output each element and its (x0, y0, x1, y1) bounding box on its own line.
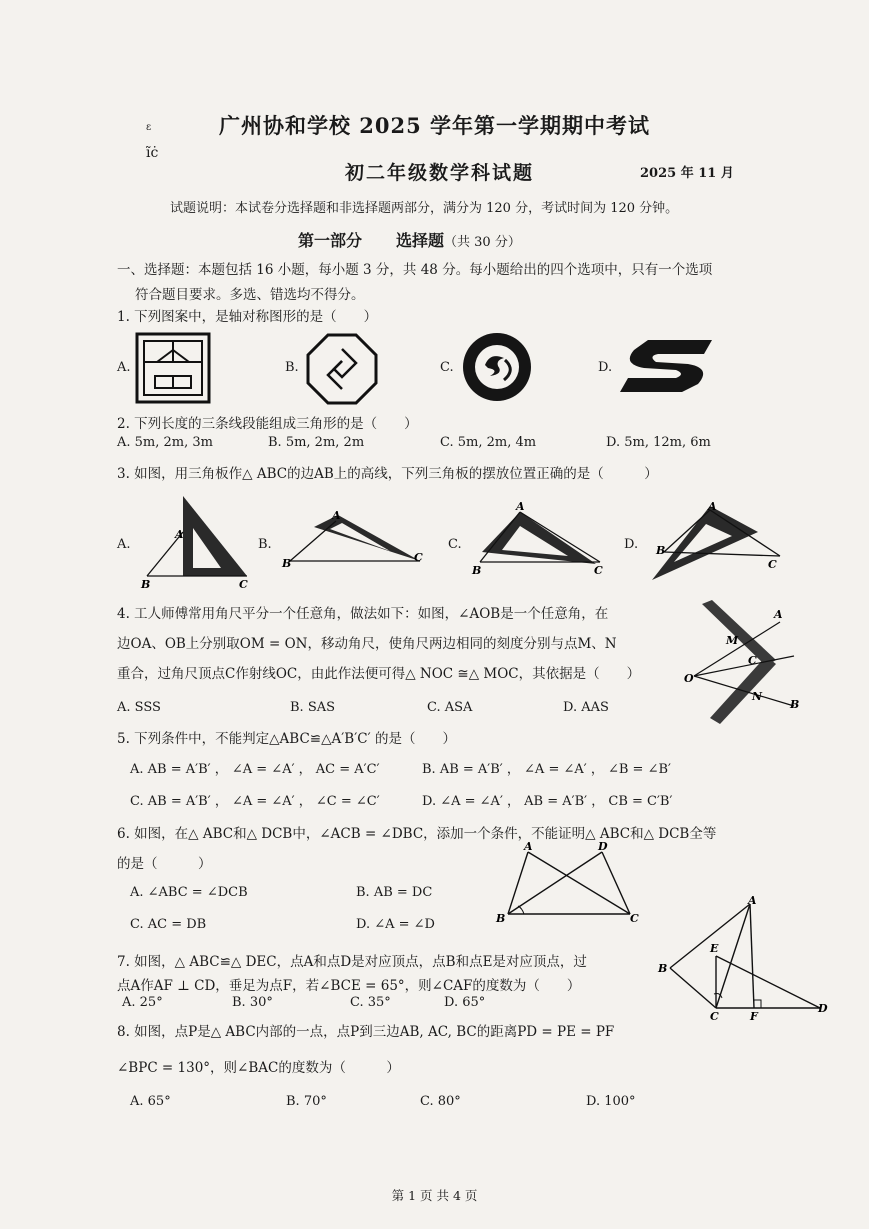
q3-figure-c (470, 500, 610, 578)
q4-label-o: O (684, 672, 694, 685)
q4-stem-line3: 重合，过角尺顶点C作射线OC，由此作法便可得△ NOC ≅△ MOC，其依据是（ ） (117, 666, 641, 682)
q5-option-c: C. AB = A′B′ ， ∠A = ∠A′ ， ∠C = ∠C′ (130, 794, 380, 809)
q3c-label-b: B (472, 564, 482, 577)
q6-label-c: C (630, 912, 639, 925)
q2-stem: 2. 下列长度的三条线段能组成三角形的是（ ） (117, 416, 418, 432)
q6-option-b: B. AB = DC (356, 885, 433, 900)
q6-label-a: A (524, 840, 533, 853)
q7-label-c: C (710, 1010, 719, 1023)
q8-stem-line1: 8. 如图，点P是△ ABC内部的一点，点P到三边AB, AC, BC的距离PD = PE = PF (117, 1024, 615, 1040)
q6-option-a: A. ∠ABC = ∠DCB (130, 885, 248, 900)
q3-stem: 3. 如图，用三角板作△ ABC的边AB上的高线，下列三角板的摆放位置正确的是（ ） (117, 466, 658, 482)
q8-option-d: D. 100° (586, 1094, 636, 1109)
q6-stem-line1: 6. 如图，在△ ABC和△ DCB中，∠ACB = ∠DBC，添加一个条件，不能证明△ ABC和△ DCB全等 (117, 826, 717, 842)
q8-option-c: C. 80° (420, 1094, 461, 1109)
q8-stem-line2: ∠BPC = 130°，则∠BAC的度数为（ ） (117, 1060, 400, 1076)
q6-label-d: D (598, 840, 608, 853)
part-heading (298, 228, 521, 251)
q3a-label-c: C (239, 578, 248, 591)
q4-label-n: N (752, 690, 763, 703)
q3d-label-a: A (708, 500, 717, 513)
q7-label-d: D (818, 1002, 828, 1015)
margin-mark: ı̃ċ (146, 145, 159, 161)
q3-option-b: B. (258, 537, 272, 552)
q3d-label-b: B (656, 544, 666, 557)
q2-option-a: A. 5m, 2m, 3m (117, 435, 213, 450)
q4-option-c: C. ASA (427, 700, 473, 715)
part-type: 选择题 (396, 231, 445, 250)
q3-option-a: A. (117, 537, 131, 552)
q7-label-b: B (658, 962, 668, 975)
q7-label-f: F (750, 1010, 758, 1023)
q1-figure-a (135, 332, 211, 404)
q3d-label-c: C (768, 558, 777, 571)
q3-figure-b (280, 505, 430, 575)
q2-option-c: C. 5m, 2m, 4m (440, 435, 537, 450)
q8-option-a: A. 65° (130, 1094, 171, 1109)
q4-stem-line2: 边OA、OB上分别取OM = ON，移动角尺，使角尺两边相同的刻度分别与点M、N (117, 636, 617, 652)
q4-option-d: D. AAS (563, 700, 609, 715)
q1-option-d: D. (598, 360, 613, 375)
q3b-label-c: C (414, 551, 423, 564)
q1-option-a: A. (117, 360, 131, 375)
q7-option-d: D. 65° (444, 995, 486, 1010)
q3b-label-b: B (282, 557, 292, 570)
section-instructions: 一、选择题：本题包括 16 小题，每小题 3 分，共 48 分。每小题给出的四个选项中，只有一个选项 (117, 262, 713, 278)
q4-figure (682, 598, 812, 728)
section-instructions-cont: 符合题目要求。多选、错选均不得分。 (135, 287, 365, 303)
part-name: 第一部分 (298, 231, 363, 250)
q3a-label-a: A (175, 528, 184, 541)
q7-stem-line2: 点A作AF ⊥ CD，垂足为点F，若∠BCE = 65°，则∠CAF的度数为（ ） (117, 978, 581, 994)
q1-figure-b (306, 333, 378, 405)
q2-option-b: B. 5m, 2m, 2m (268, 435, 365, 450)
q7-label-e: E (710, 942, 719, 955)
part-points: （共 30 分） (444, 235, 521, 250)
q5-option-a: A. AB = A′B′ ， ∠A = ∠A′ ， AC = A′C′ (130, 762, 380, 777)
q4-label-b: B (790, 698, 800, 711)
q4-stem-line1: 4. 工人师傅常用角尺平分一个任意角，做法如下：如图，∠AOB是一个任意角，在 (117, 606, 609, 622)
exam-note: 试题说明：本试卷分选择题和非选择题两部分，满分为 120 分，考试时间为 120 分钟。 (170, 201, 679, 216)
q7-figure (656, 894, 832, 1024)
q7-option-b: B. 30° (232, 995, 273, 1010)
q1-stem: 1. 下列图案中，是轴对称图形的是（ ） (117, 309, 378, 325)
q6-option-c: C. AC = DB (130, 917, 207, 932)
q2-option-d: D. 5m, 12m, 6m (606, 435, 711, 450)
q3-figure-d (648, 500, 788, 580)
exam-subtitle: 初二年级数学科试题 (345, 162, 535, 184)
q5-stem: 5. 下列条件中，不能判定△ABC≌△A′B′C′ 的是（ ） (117, 731, 456, 747)
page-footer: 第 1 页 共 4 页 (391, 1188, 478, 1203)
q1-option-c: C. (440, 360, 454, 375)
q6-label-b: B (496, 912, 506, 925)
exam-date: 2025 年 11 月 (640, 166, 734, 181)
q3-figure-a (135, 494, 250, 589)
q3-option-c: C. (448, 537, 462, 552)
q4-option-a: A. SSS (117, 700, 161, 715)
q3-option-d: D. (624, 537, 639, 552)
q6-option-d: D. ∠A = ∠D (356, 917, 435, 932)
q5-option-d: D. ∠A = ∠A′ ， AB = A′B′ ， CB = C′B′ (422, 794, 673, 809)
q6-figure (492, 842, 642, 924)
q1-figure-c (460, 330, 534, 404)
q6-stem-line2: 的是（ ） (117, 856, 212, 872)
q8-option-b: B. 70° (286, 1094, 327, 1109)
q7-option-c: C. 35° (350, 995, 391, 1010)
q4-option-b: B. SAS (290, 700, 336, 715)
exam-title: 广州协和学校 2025 学年第一学期期中考试 (218, 113, 651, 138)
q1-figure-d (618, 338, 714, 394)
q3b-label-a: A (332, 509, 341, 522)
q5-option-b: B. AB = A′B′ ， ∠A = ∠A′ ， ∠B = ∠B′ (422, 762, 671, 777)
q3c-label-a: A (516, 500, 525, 513)
q3a-label-b: B (141, 578, 151, 591)
q7-stem-line1: 7. 如图，△ ABC≌△ DEC，点A和点D是对应顶点，点B和点E是对应顶点，过 (117, 954, 587, 970)
q3c-label-c: C (594, 564, 603, 577)
q4-label-m: M (726, 634, 739, 647)
margin-mark: ɛ (146, 122, 152, 133)
q1-option-b: B. (285, 360, 299, 375)
q4-label-c: C (748, 654, 757, 667)
q4-label-a: A (774, 608, 783, 621)
q7-label-a: A (748, 894, 757, 907)
q7-option-a: A. 25° (122, 995, 163, 1010)
